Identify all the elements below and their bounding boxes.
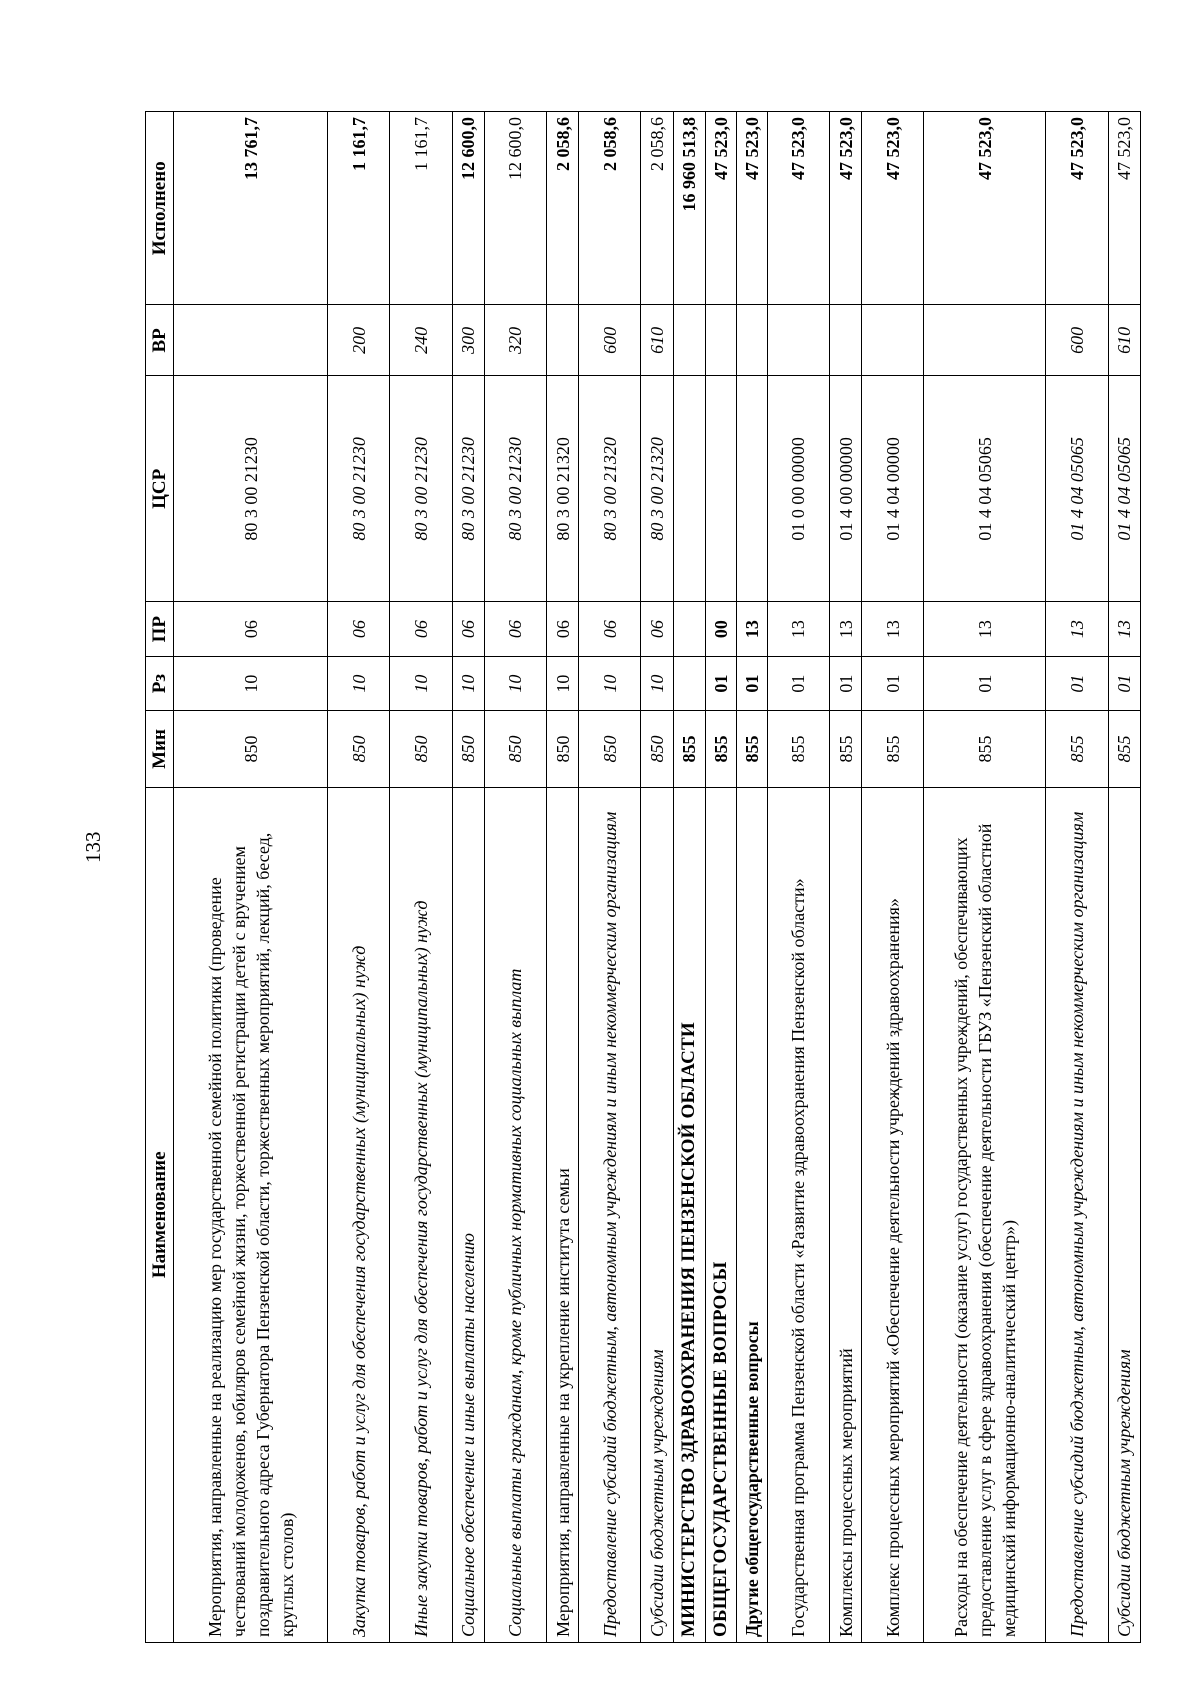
row-name: Комплекс процессных мероприятий «Обеспечение деятельности учреждений здравоохранения» <box>862 787 924 1642</box>
table-row <box>641 112 673 1643</box>
row-pr: 13 <box>862 602 924 656</box>
row-rz: 01 <box>862 656 924 710</box>
row-vr: 320 <box>484 305 546 376</box>
row-executed: 13 761,7 <box>174 112 328 305</box>
row-name: Мероприятия, направленные на укрепление института семьи <box>546 787 578 1642</box>
row-executed: 47 523,0 <box>1046 112 1108 305</box>
row-pr: 06 <box>641 602 673 656</box>
row-executed: 47 523,0 <box>1108 112 1140 305</box>
row-name: Мероприятия, направленные на реализацию мер государственной семейной политики (проведение чествований молодоженов, юбиляров семейной жизни, торжественной регистрации детей с вручением поздравительного адреса Губернатора Пензенской области, торжественных мероприятий, лекций, бесед, круглых столов) <box>174 787 328 1642</box>
row-rz <box>673 656 705 710</box>
row-vr <box>767 305 829 376</box>
row-rz: 01 <box>705 656 736 710</box>
row-name: Социальное обеспечение и иные выплаты населению <box>452 787 484 1642</box>
header-name: Наименование <box>146 787 174 1642</box>
row-csr: 01 4 00 00000 <box>830 376 862 602</box>
row-pr: 06 <box>174 602 328 656</box>
table-row <box>328 112 390 1643</box>
row-rz: 01 <box>767 656 829 710</box>
row-csr: 01 4 04 05065 <box>1046 376 1108 602</box>
row-pr: 06 <box>546 602 578 656</box>
row-vr: 300 <box>452 305 484 376</box>
row-executed: 47 523,0 <box>736 112 767 305</box>
row-name: Иные закупки товаров, работ и услуг для обеспечения государственных (муниципальных) нужд <box>390 787 452 1642</box>
table-row <box>830 112 862 1643</box>
row-name: МИНИСТЕРСТВО ЗДРАВООХРАНЕНИЯ ПЕНЗЕНСКОЙ ОБЛАСТИ <box>673 787 705 1642</box>
row-rz: 01 <box>924 656 1046 710</box>
row-pr: 06 <box>484 602 546 656</box>
row-pr <box>673 602 705 656</box>
row-name: Субсидии бюджетным учреждениям <box>641 787 673 1642</box>
header-min: Мин <box>146 711 174 787</box>
row-vr <box>736 305 767 376</box>
row-executed: 2 058,6 <box>579 112 641 305</box>
row-min: 855 <box>830 711 862 787</box>
row-vr: 600 <box>1046 305 1108 376</box>
row-executed: 12 600,0 <box>452 112 484 305</box>
row-min: 855 <box>767 711 829 787</box>
row-name: Закупка товаров, работ и услуг для обеспечения государственных (муниципальных) нужд <box>328 787 390 1642</box>
row-pr: 00 <box>705 602 736 656</box>
header-rz: Рз <box>146 656 174 710</box>
row-executed: 2 058,6 <box>546 112 578 305</box>
table-row <box>390 112 452 1643</box>
row-csr: 80 3 00 21230 <box>452 376 484 602</box>
row-name: Социальные выплаты гражданам, кроме публичных нормативных социальных выплат <box>484 787 546 1642</box>
row-csr: 80 3 00 21230 <box>390 376 452 602</box>
row-min: 850 <box>641 711 673 787</box>
row-pr: 06 <box>579 602 641 656</box>
row-executed: 2 058,6 <box>641 112 673 305</box>
table-row <box>736 112 767 1643</box>
row-csr <box>705 376 736 602</box>
table-row <box>673 112 705 1643</box>
row-name: Комплексы процессных мероприятий <box>830 787 862 1642</box>
table-row <box>862 112 924 1643</box>
row-vr: 610 <box>641 305 673 376</box>
header-csr: ЦСР <box>146 376 174 602</box>
row-min: 855 <box>736 711 767 787</box>
table-rotated <box>145 111 1141 1643</box>
table-row <box>484 112 546 1643</box>
budget-table <box>145 111 1141 1643</box>
row-pr: 13 <box>1108 602 1140 656</box>
row-min: 855 <box>673 711 705 787</box>
row-name: ОБЩЕГОСУДАРСТВЕННЫЕ ВОПРОСЫ <box>705 787 736 1642</box>
page-number: 133 <box>81 831 105 863</box>
row-vr: 200 <box>328 305 390 376</box>
header-pr: ПР <box>146 602 174 656</box>
row-csr: 01 4 04 05065 <box>1108 376 1140 602</box>
table-row <box>1046 112 1108 1643</box>
row-min: 850 <box>174 711 328 787</box>
row-vr: 610 <box>1108 305 1140 376</box>
row-min: 850 <box>579 711 641 787</box>
row-vr: 240 <box>390 305 452 376</box>
row-csr: 80 3 00 21320 <box>579 376 641 602</box>
row-min: 855 <box>862 711 924 787</box>
row-name: Другие общегосударственные вопросы <box>736 787 767 1642</box>
row-pr: 13 <box>736 602 767 656</box>
row-min: 855 <box>705 711 736 787</box>
row-vr <box>546 305 578 376</box>
table-wrapper <box>145 111 1141 1643</box>
row-csr: 01 0 00 00000 <box>767 376 829 602</box>
row-csr: 01 4 04 00000 <box>862 376 924 602</box>
table-row <box>174 112 328 1643</box>
row-name: Государственная программа Пензенской области «Развитие здравоохранения Пензенской области» <box>767 787 829 1642</box>
row-min: 850 <box>452 711 484 787</box>
row-vr <box>673 305 705 376</box>
row-pr: 13 <box>767 602 829 656</box>
row-min: 850 <box>328 711 390 787</box>
row-pr: 06 <box>328 602 390 656</box>
row-csr: 80 3 00 21230 <box>174 376 328 602</box>
row-rz: 01 <box>1046 656 1108 710</box>
row-vr <box>924 305 1046 376</box>
row-name: Субсидии бюджетным учреждениям <box>1108 787 1140 1642</box>
table-row <box>452 112 484 1643</box>
row-pr: 06 <box>452 602 484 656</box>
row-min: 850 <box>546 711 578 787</box>
row-csr: 80 3 00 21320 <box>641 376 673 602</box>
row-vr: 600 <box>579 305 641 376</box>
row-pr: 06 <box>390 602 452 656</box>
row-executed: 1 161,7 <box>390 112 452 305</box>
row-executed: 47 523,0 <box>924 112 1046 305</box>
header-vr: ВР <box>146 305 174 376</box>
row-rz: 10 <box>579 656 641 710</box>
row-vr <box>830 305 862 376</box>
row-pr: 13 <box>830 602 862 656</box>
row-rz: 01 <box>830 656 862 710</box>
row-rz: 10 <box>484 656 546 710</box>
row-rz: 10 <box>546 656 578 710</box>
row-vr <box>705 305 736 376</box>
table-row <box>767 112 829 1643</box>
row-executed: 47 523,0 <box>862 112 924 305</box>
row-rz: 10 <box>174 656 328 710</box>
table-row <box>924 112 1046 1643</box>
row-csr: 80 3 00 21230 <box>328 376 390 602</box>
row-name: Предоставление субсидий бюджетным, автономным учреждениям и иным некоммерческим организациям <box>579 787 641 1642</box>
row-rz: 10 <box>452 656 484 710</box>
row-executed: 47 523,0 <box>830 112 862 305</box>
row-csr: 01 4 04 05065 <box>924 376 1046 602</box>
row-name: Предоставление субсидий бюджетным, автономным учреждениям и иным некоммерческим организациям <box>1046 787 1108 1642</box>
row-executed: 16 960 513,8 <box>673 112 705 305</box>
row-rz: 10 <box>390 656 452 710</box>
row-csr <box>673 376 705 602</box>
row-csr: 80 3 00 21230 <box>484 376 546 602</box>
row-rz: 01 <box>1108 656 1140 710</box>
row-csr: 80 3 00 21320 <box>546 376 578 602</box>
table-row <box>579 112 641 1643</box>
table-row <box>705 112 736 1643</box>
table-row <box>1108 112 1140 1643</box>
row-min: 855 <box>924 711 1046 787</box>
header-executed: Исполнено <box>146 112 174 305</box>
row-vr <box>174 305 328 376</box>
table-header-row <box>146 112 174 1643</box>
row-min: 855 <box>1108 711 1140 787</box>
row-executed: 47 523,0 <box>767 112 829 305</box>
row-min: 855 <box>1046 711 1108 787</box>
row-min: 850 <box>390 711 452 787</box>
row-executed: 1 161,7 <box>328 112 390 305</box>
row-rz: 10 <box>641 656 673 710</box>
row-rz: 10 <box>328 656 390 710</box>
row-min: 850 <box>484 711 546 787</box>
row-csr <box>736 376 767 602</box>
row-name: Расходы на обеспечение деятельности (оказание услуг) государственных учреждений, обеспечивающих предоставление услуг в сфере здравоохранения (обеспечение деятельности ГБУЗ «Пензенский областной медицинский информационно-аналитический центр») <box>924 787 1046 1642</box>
row-pr: 13 <box>1046 602 1108 656</box>
row-rz: 01 <box>736 656 767 710</box>
row-pr: 13 <box>924 602 1046 656</box>
table-row <box>546 112 578 1643</box>
row-executed: 12 600,0 <box>484 112 546 305</box>
row-executed: 47 523,0 <box>705 112 736 305</box>
row-vr <box>862 305 924 376</box>
